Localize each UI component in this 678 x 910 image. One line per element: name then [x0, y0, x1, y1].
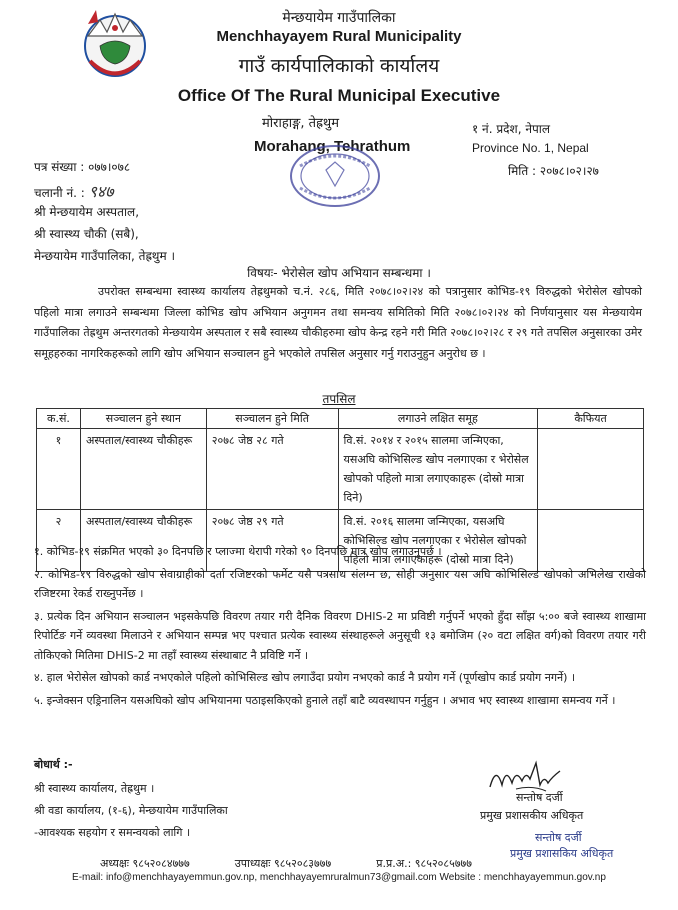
- note-item: ४. हाल भेरोसेल खोपको कार्ड नभएकोले पहिलो कोभिसिल्ड खोप लगाउँदा प्रयोग नभएको कार्ड नै प्रयोग गर्ने (पूर्णखोप कार्ड प्रयोग नगर्ने) ।: [34, 671, 576, 684]
- location-english: Morahang, Tehrathum: [254, 138, 411, 155]
- dispatch-label: चलानी नं. :: [34, 186, 85, 200]
- signature-stamp-designation: प्रमुख प्रशासकिय अधिकृत: [510, 847, 614, 860]
- municipality-name-nepali: मेन्छयायेम गाउँपालिका: [282, 10, 396, 26]
- chair-phone: अध्यक्षः ९८५२०८४७७७: [100, 857, 190, 870]
- municipality-name-english: Menchhayayem Rural Municipality: [216, 28, 462, 45]
- table-row: [37, 429, 644, 510]
- address-nepali: १ नं. प्रदेश, नेपाल: [472, 122, 551, 136]
- note-item: ३. प्रत्येक दिन अभियान सञ्चालन भइसकेपछि विवरण तयार गरी दैनिक विवरण DHIS-2 मा प्रविष्टी गर्नुपर्ने भएको हुँदा साँझ ५:०० बजे स्वास्थ्य शाखामा रिपोर्टिङ गर्ने व्यवस्था मिलाउने र अभियान सम्पन्न भए पश्चात प्रत्येक स्वास्थ्य संस्थाहरूले अनुसूची १३ बमोजिम (२० वटा लक्षित वर्ग)को विवरण तयार गरी तोकिएको मितिमा DHIS-2 मा तहाँ स्वास्थ्य संस्थाबाट नै प्रविष्टि गर्ने ।: [34, 609, 646, 662]
- recipient-line: श्री मेन्छयायेम अस्पताल,: [34, 205, 140, 219]
- remarks-cell: [538, 429, 644, 510]
- signature-stamp-name: सन्तोष दर्जी: [535, 831, 582, 844]
- column-header: लगाउने लक्षित समूह: [338, 409, 538, 429]
- column-header: कैफियत: [538, 409, 644, 429]
- date-cell: २०७८ जेष्ठ २८ गते: [206, 429, 338, 510]
- serial-cell: १: [37, 429, 81, 510]
- target-group-cell: वि.सं. २०१६ सालमा जन्मिएका, यसअघि कोभिसिल्ड खोप नलगाएका र भेरोसेल खोपको पहिलो मात्रा लगाएकाहरू (दोस्रो मात्रा दिने): [338, 510, 538, 572]
- letter-date: मिति : २०७८।०२।२७: [508, 164, 599, 178]
- office-stamp-icon: [286, 140, 384, 212]
- note-item: १. कोभिड-१९ संक्रमित भएको ३० दिनपछि र प्लाज्मा थेरापी गरेको ९० दिनपछि मात्र खोप लगाउनुपर्छ ।: [34, 545, 442, 558]
- cc-item: श्री वडा कार्यालय, (१-६), मेन्छयायेम गाउँपालिका: [34, 804, 228, 817]
- cao-phone: प्र.प्र.अ.: ९८५२०८५७७७: [376, 857, 473, 870]
- vice-chair-phone: उपाध्यक्षः ९८५२०८३७७७: [234, 857, 332, 870]
- notes-list: [34, 542, 646, 713]
- table-header-row: [37, 409, 644, 429]
- place-cell: अस्पताल/स्वास्थ्य चौकीहरू: [80, 510, 206, 572]
- column-header: सञ्चालन हुने स्थान: [80, 409, 206, 429]
- location-nepali: मोराहाङ्ग, तेह्रथुम: [262, 116, 339, 131]
- column-header: सञ्चालन हुने मिति: [206, 409, 338, 429]
- letter-body: उपरोक्त सम्बन्धमा स्वास्थ्य कार्यालय तेह्रथुमको च.नं. २८६, मिति २०७८।०२।२४ को पत्रानुसार कोभिड-१९ विरुद्धको भेरोसेल खोपको पहिलो मात्रा लगाउने सम्बन्धमा जिल्ला कोभिड खोप अभियान अनुगमन तथा समन्वय समितिको मिति २०७८।०२।२४ को निर्णयानुसार यस मेन्छयायेम गाउँपालिका तेह्रथुम अन्तरगतको मेन्छयायेम अस्पताल र सबै स्वास्थ्य चौकीहरुमा खोप केन्द्र रहने गरी मिति २०७८।०२।२८ र २९ गते तपसिल अनुसारका उमेर समूहहरुका नागरिकहरूको लागि खोप अभियान सञ्चालन हुने भएकोले तपसिल अनुसार गर्नु गराउनुहुन अनुरोध छ ।: [34, 285, 642, 360]
- place-cell: अस्पताल/स्वास्थ्य चौकीहरू: [80, 429, 206, 510]
- reference-number: पत्र संख्या : ०७७।०७८: [34, 160, 131, 174]
- dispatch-number-handwritten: ९४७: [88, 182, 114, 201]
- serial-cell: २: [37, 510, 81, 572]
- signatory-designation: प्रमुख प्रशासकीय अधिकृत: [480, 809, 584, 822]
- dispatch-number: [34, 180, 114, 202]
- note-item: २. कोभिड-१९ विरुद्धको खोप सेवाग्राहीको दर्ता रजिष्टरको फर्मेट यसै पत्रसाथ संलग्न छ, सोही अनुसार यस अघि कोभिसिल्ड खोपको अभिलेख राखेको रजिष्टरमा रेकर्ड राख्नुपर्नेछ ।: [34, 567, 646, 600]
- recipient-line: श्री स्वास्थ्य चौकी (सबै),: [34, 227, 139, 241]
- schedule-title: तपसिल: [322, 392, 356, 406]
- letter-subject: विषयः- भेरोसेल खोप अभियान सम्बन्धमा ।: [247, 266, 431, 280]
- cc-title: बोधार्थ :-: [34, 758, 73, 771]
- cc-item: -आवश्यक सहयोग र समन्वयको लागि ।: [34, 826, 191, 839]
- recipient-line: मेन्छयायेम गाउँपालिका, तेह्रथुम ।: [34, 249, 176, 263]
- column-header: क.सं.: [37, 409, 81, 429]
- signatory-name: सन्तोष दर्जी: [516, 791, 563, 804]
- footer-contact: E-mail: info@menchhayayemmun.gov.np, menchhayayemruralmun73@gmail.com Website : menchhayayemmun.gov.np: [72, 872, 606, 883]
- target-group-cell: वि.सं. २०१४ र २०१५ सालमा जन्मिएका, यसअघि कोभिसिल्ड खोप नलगाएका र भेरोसेल खोपको पहिलो मात्रा लगाएकाहरू (दोस्रो मात्रा दिने): [338, 429, 538, 510]
- address-english: Province No. 1, Nepal: [472, 141, 589, 155]
- cc-item: श्री स्वास्थ्य कार्यालय, तेह्रथुम ।: [34, 782, 155, 795]
- office-name-english: Office Of The Rural Municipal Executive: [177, 86, 501, 105]
- contact-phones: [100, 856, 472, 871]
- note-item: ५. इन्जेक्सन एड्रिनालिन यसअघिको खोप अभियानमा पठाइसकिएको हुनाले तहाँ बाटै व्यवस्थापन गर्नुहुन । अभाव भए स्वास्थ्य शाखामा समन्वय गर्ने ।: [34, 693, 616, 707]
- office-name-nepali: गाउँ कार्यपालिकाको कार्यालय: [238, 55, 440, 77]
- date-cell: २०७८ जेष्ठ २९ गते: [206, 510, 338, 572]
